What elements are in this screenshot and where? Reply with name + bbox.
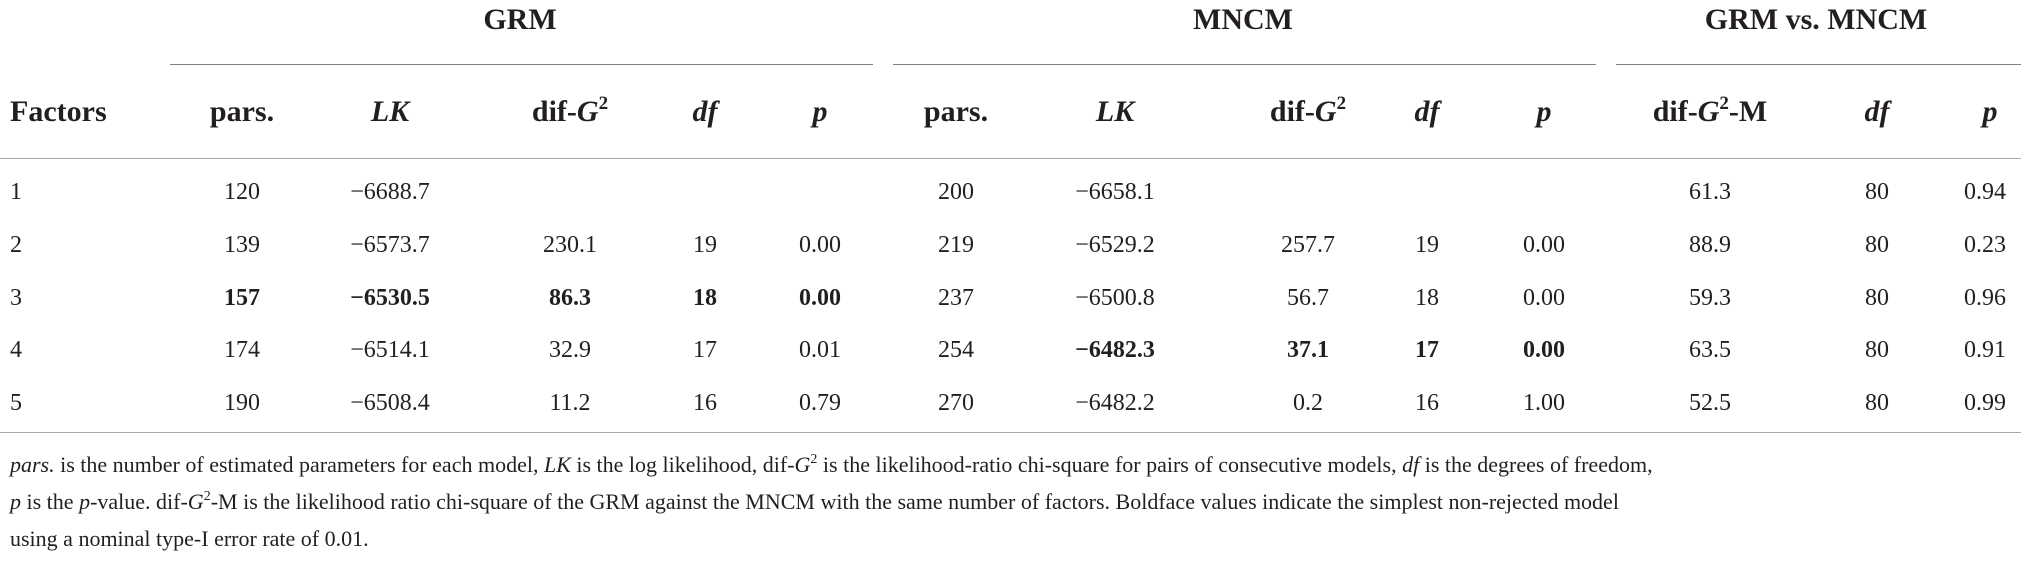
cell-mncm-lk: −6482.3	[1075, 337, 1155, 363]
cell-grm-lk: −6508.4	[350, 390, 430, 416]
cell-mncm-pars: 254	[938, 337, 974, 363]
colhead-grm-pars: pars.	[209, 95, 275, 128]
cell-grm-p: 0.00	[799, 232, 841, 258]
cell-factors: 4	[10, 337, 22, 363]
group-rule-compare	[1616, 64, 2021, 65]
cell-compare-df: 80	[1865, 179, 1889, 205]
colhead-grm-lk: LK	[370, 95, 410, 128]
colhead-mncm-difg-sq: 2	[1336, 93, 1347, 114]
note-text-1: is the number of estimated parameters for each model,	[54, 452, 544, 477]
cell-compare-p: 0.99	[1964, 390, 2006, 416]
cell-grm-df: 18	[693, 285, 717, 311]
note-lk: LK	[543, 452, 571, 477]
colhead-mncm-pars: pars.	[923, 95, 989, 128]
note-text-6: -value. dif-	[90, 489, 188, 514]
cell-compare-p: 0.91	[1964, 337, 2006, 363]
colhead-compare-p: p	[1982, 95, 1998, 128]
cell-mncm-difg: 257.7	[1281, 232, 1335, 258]
colhead-grm-difg	[500, 92, 640, 132]
cell-grm-p: 0.00	[799, 285, 841, 311]
cell-compare-p: 0.23	[1964, 232, 2006, 258]
colhead-compare-difgm-suffix: -M	[1728, 95, 1768, 128]
colhead-compare-df: df	[1864, 95, 1890, 128]
cell-mncm-p: 0.00	[1523, 232, 1565, 258]
cell-grm-pars: 157	[224, 285, 260, 311]
colhead-mncm-lk: LK	[1095, 95, 1135, 128]
cell-grm-df: 19	[693, 232, 717, 258]
colhead-mncm-df: df	[1414, 95, 1440, 128]
cell-factors: 3	[10, 285, 22, 311]
cell-grm-difg: 32.9	[549, 337, 591, 363]
cell-mncm-df: 18	[1415, 285, 1439, 311]
cell-grm-lk: −6688.7	[350, 179, 430, 205]
cell-compare-df: 80	[1865, 390, 1889, 416]
note-text-5: is the	[21, 489, 80, 514]
table-row	[0, 324, 2021, 376]
cell-mncm-lk: −6500.8	[1075, 285, 1155, 311]
cell-grm-p: 0.79	[799, 390, 841, 416]
colhead-compare-difgm-prefix: dif-	[1652, 95, 1698, 128]
cell-mncm-pars: 270	[938, 390, 974, 416]
colhead-mncm-difg-g: G	[1314, 95, 1337, 128]
cell-compare-difgm: 52.5	[1689, 390, 1731, 416]
group-header-grm: GRM	[483, 3, 557, 36]
cell-mncm-lk: −6658.1	[1075, 179, 1155, 205]
table-row	[0, 219, 2021, 271]
note-df: df	[1402, 452, 1420, 477]
cell-mncm-p: 1.00	[1523, 390, 1565, 416]
cell-compare-df: 80	[1865, 232, 1889, 258]
cell-grm-df: 16	[693, 390, 717, 416]
cell-compare-df: 80	[1865, 337, 1889, 363]
note-text-7: -M is the likelihood ratio chi-square of the GRM against the MNCM with the same number of factors. Boldface values indicate the simplest non-rejected model	[210, 489, 1619, 514]
cell-grm-lk: −6514.1	[350, 337, 430, 363]
cell-compare-difgm: 59.3	[1689, 285, 1731, 311]
cell-grm-lk: −6573.7	[350, 232, 430, 258]
cell-mncm-difg: 37.1	[1287, 337, 1329, 363]
cell-mncm-df: 19	[1415, 232, 1439, 258]
note-p: p	[10, 489, 21, 514]
group-rule-mncm	[893, 64, 1596, 65]
cell-grm-lk: −6530.5	[350, 285, 430, 311]
cell-grm-p: 0.01	[799, 337, 841, 363]
group-rule-grm	[170, 64, 873, 65]
cell-compare-df: 80	[1865, 285, 1889, 311]
note-sq: 2	[810, 452, 818, 467]
table-row	[0, 166, 2021, 218]
cell-grm-pars: 139	[224, 232, 260, 258]
note-pars: pars.	[10, 452, 55, 477]
cell-mncm-df: 16	[1415, 390, 1439, 416]
note-text-2: is the log likelihood, dif-	[570, 452, 795, 477]
colhead-compare-difgm-g: G	[1697, 95, 1720, 128]
cell-grm-pars: 174	[224, 337, 260, 363]
note-g: G	[794, 452, 811, 477]
cell-grm-df: 17	[693, 337, 717, 363]
cell-grm-pars: 190	[224, 390, 260, 416]
cell-mncm-lk: −6482.2	[1075, 390, 1155, 416]
cell-mncm-pars: 219	[938, 232, 974, 258]
colhead-grm-df: df	[692, 95, 718, 128]
group-header-compare: GRM vs. MNCM	[1704, 3, 1928, 36]
cell-mncm-p: 0.00	[1523, 337, 1565, 363]
cell-grm-pars: 120	[224, 179, 260, 205]
cell-compare-difgm: 63.5	[1689, 337, 1731, 363]
cell-mncm-pars: 237	[938, 285, 974, 311]
note-text-3: is the likelihood-ratio chi-square for pairs of consecutive models,	[817, 452, 1403, 477]
colhead-compare-difgm	[1620, 92, 1800, 132]
cell-grm-difg: 230.1	[543, 232, 597, 258]
table-row	[0, 272, 2021, 324]
colhead-mncm-difg-prefix: dif-	[1269, 95, 1315, 128]
colhead-mncm-difg	[1238, 92, 1378, 132]
colhead-grm-difg-sq: 2	[598, 93, 609, 114]
note-text-8: using a nominal type-I error rate of 0.01.	[10, 526, 369, 551]
cell-factors: 1	[10, 179, 22, 205]
colhead-grm-difg-prefix: dif-	[531, 95, 577, 128]
colhead-mncm-p: p	[1536, 95, 1552, 128]
cell-compare-p: 0.94	[1964, 179, 2006, 205]
colhead-factors: Factors	[10, 95, 107, 128]
cell-factors: 2	[10, 232, 22, 258]
colhead-grm-difg-g: G	[576, 95, 599, 128]
note-g-2: G	[187, 489, 204, 514]
cell-mncm-df: 17	[1415, 337, 1439, 363]
cell-compare-difgm: 88.9	[1689, 232, 1731, 258]
note-sq-2: 2	[203, 489, 211, 504]
cell-grm-difg: 86.3	[549, 285, 591, 311]
table-footnote	[10, 446, 2015, 557]
header-rule	[0, 158, 2021, 159]
cell-mncm-p: 0.00	[1523, 285, 1565, 311]
cell-mncm-lk: −6529.2	[1075, 232, 1155, 258]
cell-mncm-difg: 56.7	[1287, 285, 1329, 311]
note-p-value: p	[79, 489, 91, 514]
cell-compare-p: 0.96	[1964, 285, 2006, 311]
cell-mncm-pars: 200	[938, 179, 974, 205]
group-header-mncm: MNCM	[1193, 3, 1293, 36]
table-row	[0, 377, 2021, 429]
bottom-rule	[0, 432, 2021, 433]
cell-compare-difgm: 61.3	[1689, 179, 1731, 205]
note-text-4: is the degrees of freedom,	[1419, 452, 1653, 477]
cell-grm-difg: 11.2	[549, 390, 591, 416]
cell-mncm-difg: 0.2	[1293, 390, 1323, 416]
colhead-grm-p: p	[812, 95, 828, 128]
cell-factors: 5	[10, 390, 22, 416]
colhead-compare-difgm-sq: 2	[1719, 93, 1729, 114]
